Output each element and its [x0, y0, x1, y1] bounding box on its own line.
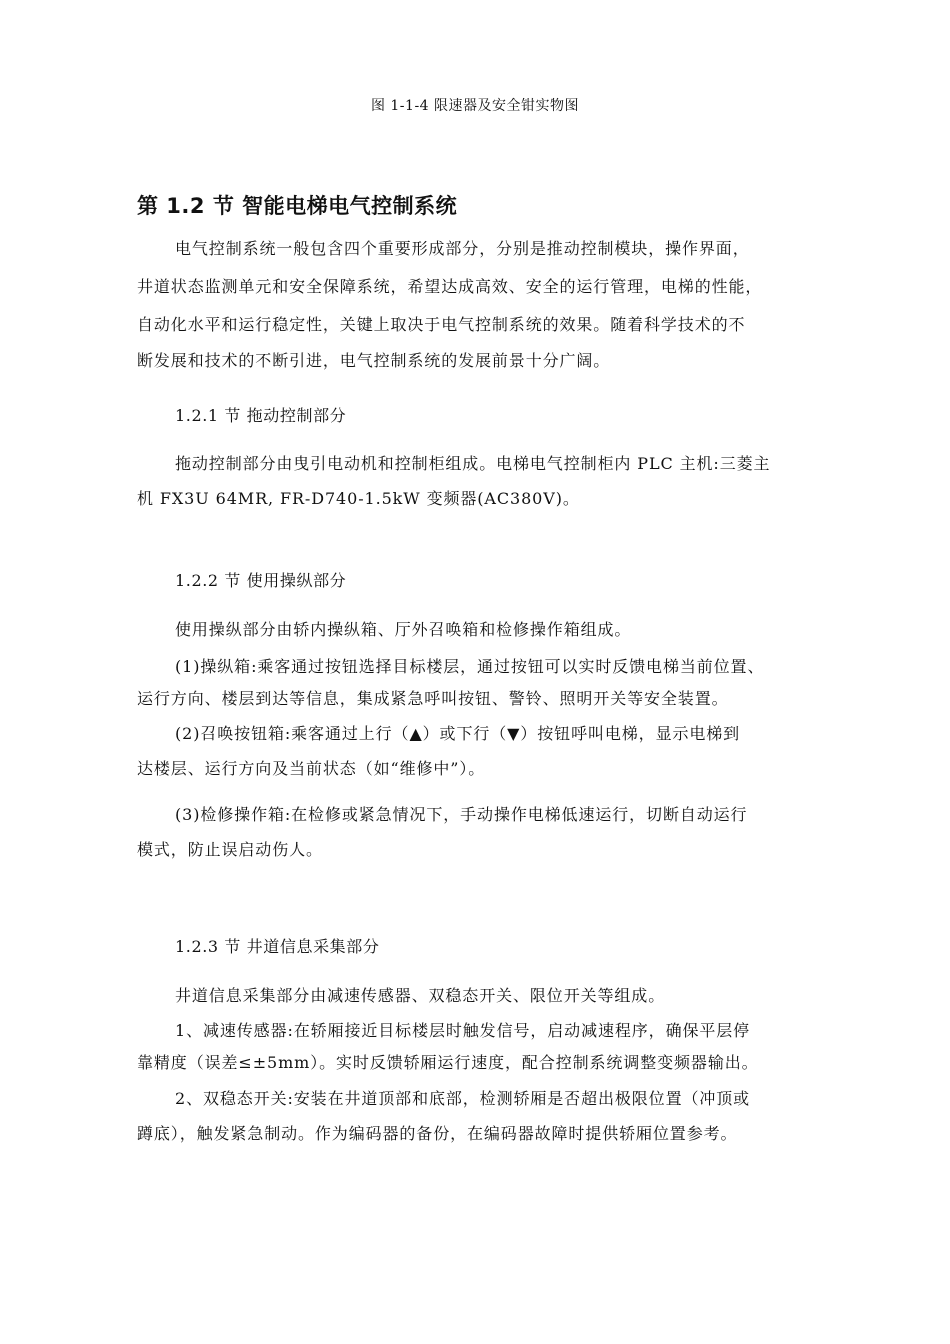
subsection-title-1-2-3: 1.2.3 节 井道信息采集部分	[175, 937, 380, 956]
paragraph-line: 电气控制系统一般包含四个重要形成部分，分别是推动控制模块，操作界面，	[175, 239, 750, 258]
paragraph-line: 使用操纵部分由轿内操纵箱、厅外召唤箱和检修操作箱组成。	[175, 620, 632, 639]
section-title: 第 1.2 节 智能电梯电气控制系统	[137, 194, 458, 218]
paragraph-line: 断发展和技术的不断引进，电气控制系统的发展前景十分广阔。	[137, 351, 611, 370]
paragraph-line: 运行方向、楼层到达等信息，集成紧急呼叫按钮、警铃、照明开关等安全装置。	[137, 689, 729, 708]
paragraph-line: 模式，防止误启动伤人。	[137, 840, 323, 859]
paragraph-line: 拖动控制部分由曳引电动机和控制柜组成。电梯电气控制柜内 PLC 主机:三菱主	[175, 454, 771, 473]
paragraph-line: 井道状态监测单元和安全保障系统，希望达成高效、安全的运行管理，电梯的性能，	[137, 277, 763, 296]
paragraph-line: 1、减速传感器:在轿厢接近目标楼层时触发信号，启动减速程序，确保平层停	[175, 1021, 751, 1040]
paragraph-line: 自动化水平和运行稳定性，关键上取决于电气控制系统的效果。随着科学技术的不	[137, 315, 746, 334]
figure-caption: 图 1-1-4 限速器及安全钳实物图	[370, 98, 580, 114]
paragraph-line: 2、双稳态开关:安装在井道顶部和底部，检测轿厢是否超出极限位置（冲顶或	[175, 1089, 751, 1108]
paragraph-line: (1)操纵箱:乘客通过按钮选择目标楼层，通过按钮可以实时反馈电梯当前位置、	[175, 657, 765, 676]
subsection-title-1-2-2: 1.2.2 节 使用操纵部分	[175, 571, 347, 590]
paragraph-line: 井道信息采集部分由减速传感器、双稳态开关、限位开关等组成。	[175, 986, 666, 1005]
paragraph-line: 达楼层、运行方向及当前状态（如“维修中”）。	[137, 759, 486, 778]
paragraph-line: 机 FX3U 64MR, FR-D740-1.5kW 变频器(AC380V)。	[137, 489, 580, 508]
paragraph-line: 蹲底），触发紧急制动。作为编码器的备份，在编码器故障时提供轿厢位置参考。	[137, 1124, 738, 1143]
paragraph-line: (2)召唤按钮箱:乘客通过上行（▲）或下行（▼）按钮呼叫电梯，显示电梯到	[175, 724, 741, 743]
paragraph-line: (3)检修操作箱:在检修或紧急情况下，手动操作电梯低速运行，切断自动运行	[175, 805, 748, 824]
paragraph-line: 靠精度（误差≤±5mm）。实时反馈轿厢运行速度，配合控制系统调整变频器输出。	[137, 1053, 759, 1072]
subsection-title-1-2-1: 1.2.1 节 拖动控制部分	[175, 406, 347, 425]
